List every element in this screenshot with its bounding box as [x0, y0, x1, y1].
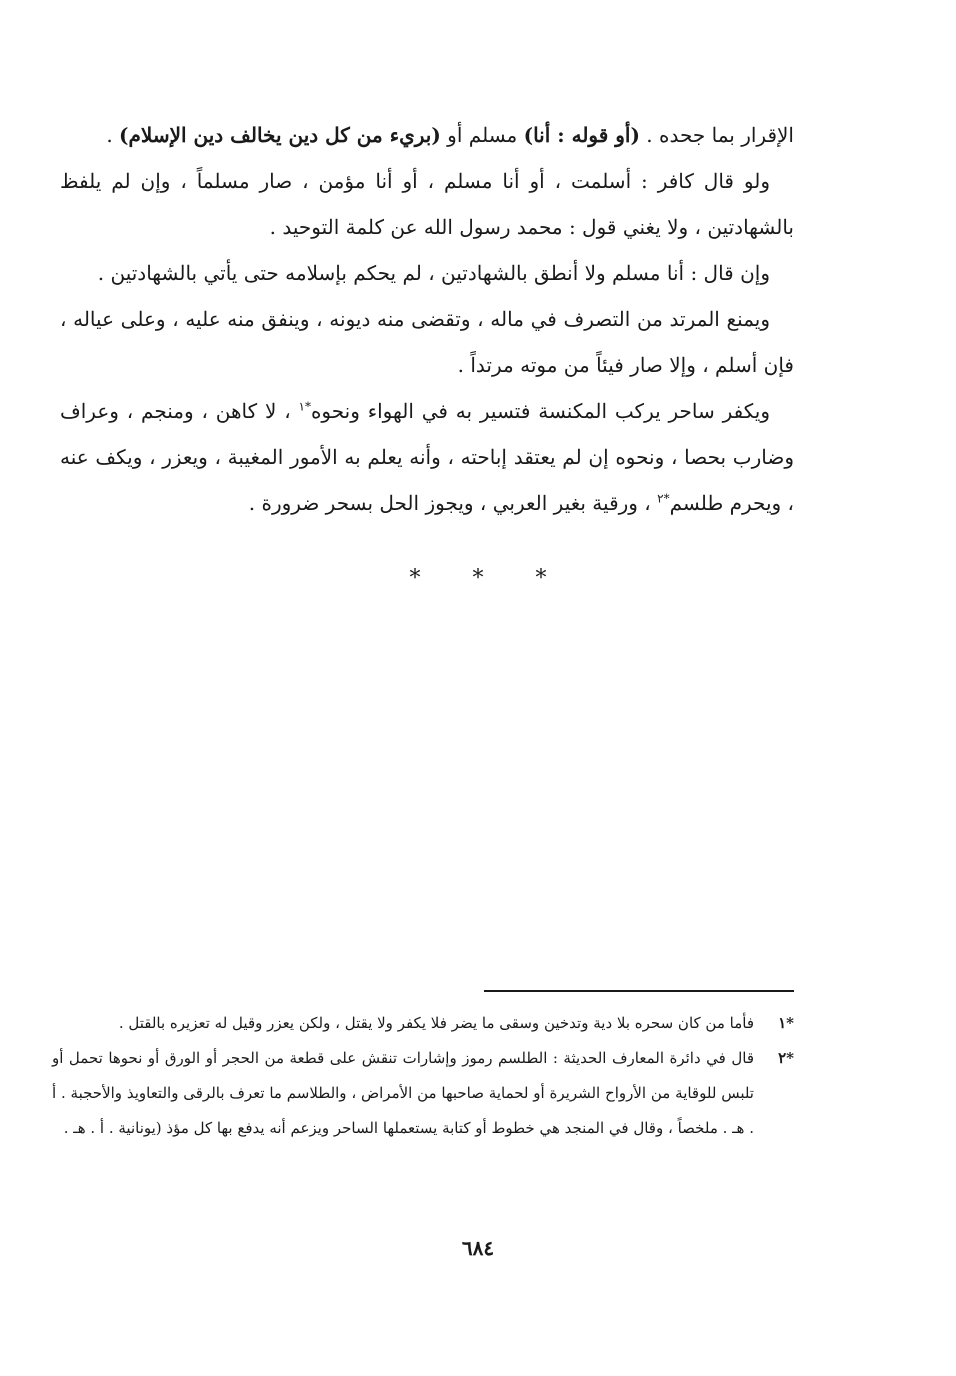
footnote-2-text: قال في دائرة المعارف الحديثة : الطلسم رموز وإشارات تنقش على قطعة من الحجر أو الورق أو نحوها تحمل أو تلبس للوقاية من الأرواح الشريرة أو لحماية صاحبها من الأمراض ، والطلاسم ما تعرف بالرقى والتعاويذ والأحجبة . أ . هـ . ملخصاً ، وقال في المنجد هي خطوط أو كتابة يستعملها الساحر ويزعم أنه يدفع بها كل مؤذ (يونانية . أ . هـ .: [52, 1049, 754, 1137]
paragraph-5-text-a: ويكفر ساحر يركب المكنسة فتسير به في الهواء ونحوه: [310, 399, 770, 423]
separator-asterisk: *: [472, 566, 484, 591]
footnote-ref-2: *٢: [657, 491, 670, 506]
paragraph-1-bold-a: (أو قوله : أنا): [523, 123, 640, 147]
footnote-2: [52, 1041, 794, 1146]
paragraph-4: ويمنع المرتد من التصرف في ماله ، وتقضى منه ديونه ، وينفق منه عليه ، وعلى عياله ، فإن أسلم ، وإلا صار فيئاً من موته مرتداً .: [60, 307, 794, 377]
footnote-ref-1: *١: [298, 399, 311, 414]
paragraph-1-bold-b: (بريء من كل دين يخالف دين الإسلام): [119, 123, 441, 147]
section-separator: [0, 566, 956, 591]
footnotes-block: [52, 1006, 794, 1146]
separator-asterisk: *: [535, 566, 547, 591]
paragraph-1-text-b: مسلم أو: [440, 123, 524, 147]
paragraph-2: ولو قال كافر : أسلمت ، أو أنا مسلم ، أو أنا مؤمن ، صار مسلماً ، وإن لم يلفظ بالشهادتين ، ولا يغني قول : محمد رسول الله عن كلمة التوحيد .: [60, 169, 794, 239]
page-number: ٦٨٤: [461, 1236, 495, 1260]
footnote-1-marker: *١: [778, 1014, 794, 1032]
separator-asterisk: *: [409, 566, 421, 591]
paragraph-1: [60, 112, 794, 158]
paragraph-1-text-a: الإقرار بما جحده .: [639, 123, 794, 147]
paragraph-5-text-b: ، لا كاهن ، ومنجم ، وعراف وضارب بحصا ، ونحوه إن لم يعتقد إباحته ، وأنه يعلم به الأمور المغيبة ، ويعزر ، ويكف عنه ، ويحرم طلسم: [60, 399, 794, 515]
footnote-divider: [484, 990, 794, 992]
main-text-block: [60, 112, 794, 526]
paragraph-1-text-c: .: [106, 123, 120, 147]
footnote-1: [52, 1006, 794, 1041]
paragraph-3: وإن قال : أنا مسلم ولا أنطق بالشهادتين ، لم يحكم بإسلامه حتى يأتي بالشهادتين .: [97, 261, 770, 285]
footnote-1-text: فأما من كان سحره بلا دية وتدخين وسقى ما يضر فلا يكفر ولا يقتل ، ولكن يعزر وقيل له تعزيره بالقتل .: [118, 1014, 754, 1032]
paragraph-5-text-c: ، ورقية بغير العربي ، ويجوز الحل بسحر ضرورة .: [248, 491, 658, 515]
paragraph-5: [60, 388, 794, 526]
footnote-2-marker: *٢: [778, 1049, 794, 1067]
